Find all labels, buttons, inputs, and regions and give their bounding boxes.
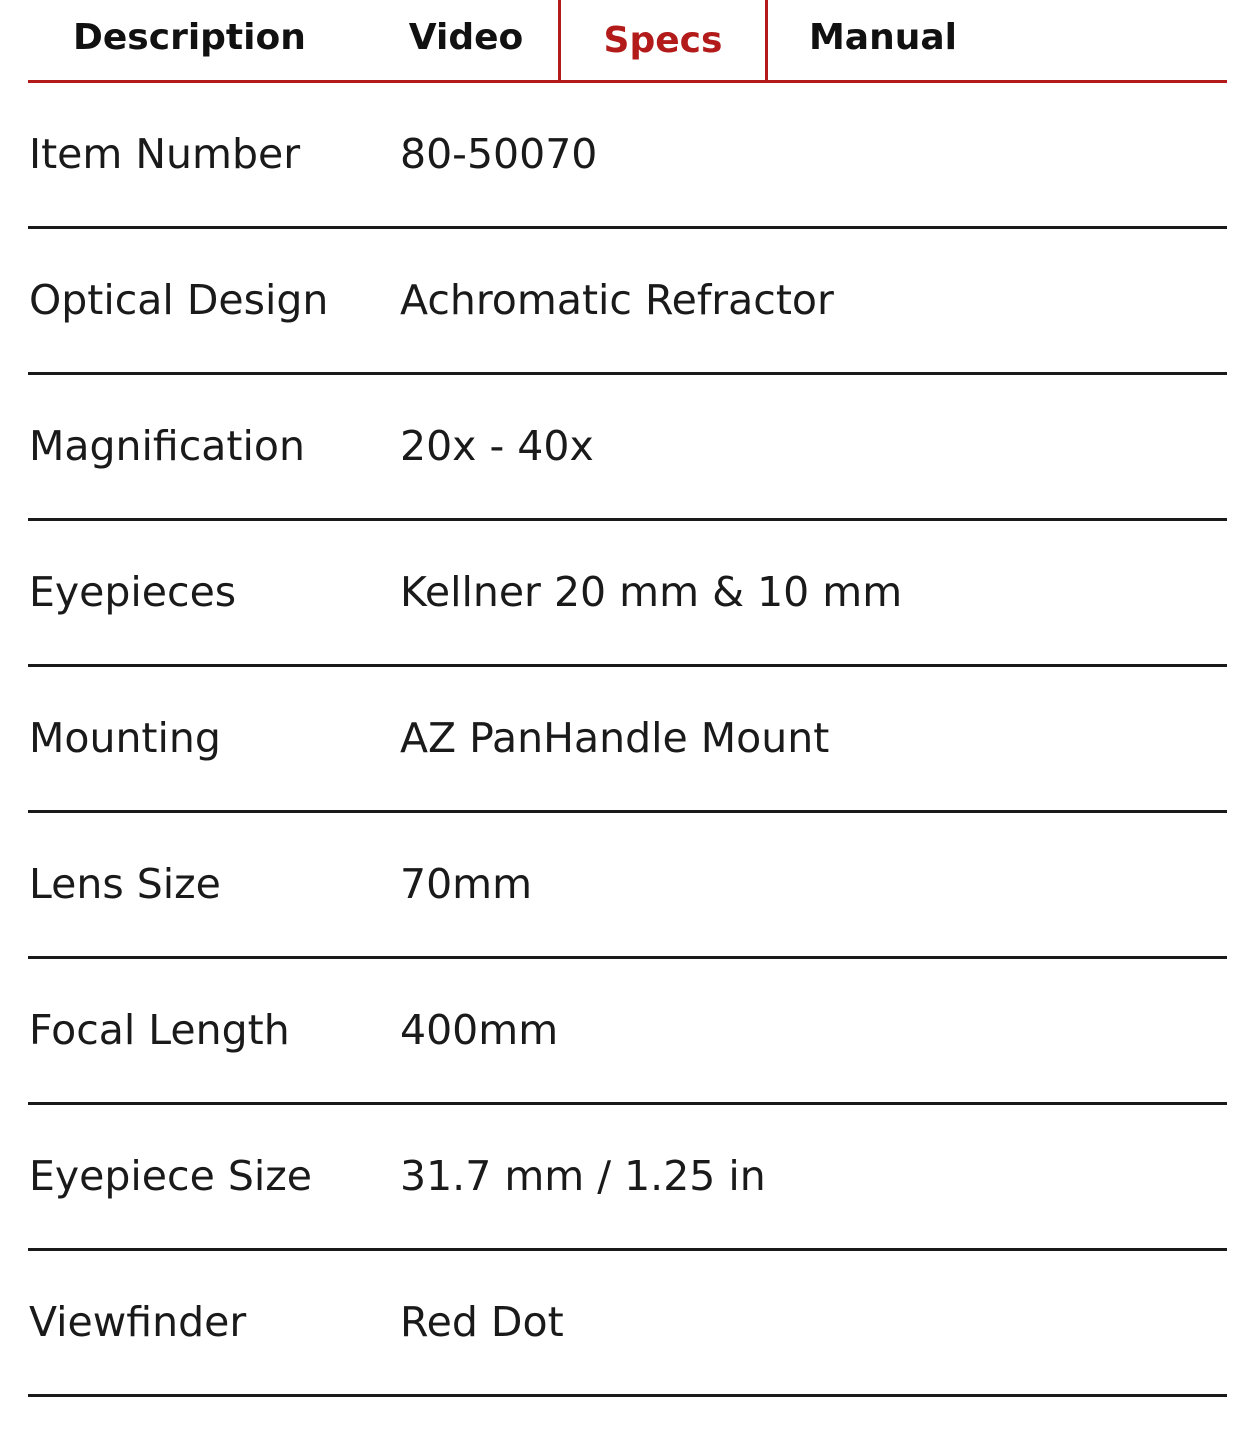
specs-table xyxy=(28,83,1227,1397)
tab-specs[interactable]: Specs xyxy=(558,0,768,80)
spec-row-magnification xyxy=(28,375,1227,521)
spec-value: 31.7 mm / 1.25 in xyxy=(400,1152,766,1200)
spec-label: Eyepieces xyxy=(29,568,237,616)
spec-value: AZ PanHandle Mount xyxy=(400,714,830,762)
spec-label: Optical Design xyxy=(29,276,329,324)
spec-label: Mounting xyxy=(29,714,221,762)
tab-manual[interactable]: Manual xyxy=(808,16,957,58)
spec-value: 70mm xyxy=(400,860,533,908)
spec-label: Lens Size xyxy=(29,860,221,908)
spec-row-item-number xyxy=(28,83,1227,229)
spec-row-viewfinder xyxy=(28,1251,1227,1397)
spec-row-optical-design xyxy=(28,229,1227,375)
spec-label: Item Number xyxy=(29,130,301,178)
spec-value: 400mm xyxy=(400,1006,559,1054)
spec-label: Viewfinder xyxy=(29,1298,247,1346)
tab-video[interactable]: Video xyxy=(408,16,524,58)
spec-row-eyepiece-size xyxy=(28,1105,1227,1251)
spec-label: Magnification xyxy=(29,422,305,470)
product-tabs xyxy=(28,0,1227,83)
spec-row-mounting xyxy=(28,667,1227,813)
spec-row-focal-length xyxy=(28,959,1227,1105)
spec-label: Focal Length xyxy=(29,1006,290,1054)
spec-label: Eyepiece Size xyxy=(29,1152,312,1200)
spec-row-eyepieces xyxy=(28,521,1227,667)
tab-description[interactable]: Description xyxy=(73,16,306,58)
spec-value: 20x - 40x xyxy=(400,422,594,470)
spec-row-lens-size xyxy=(28,813,1227,959)
spec-value: Achromatic Refractor xyxy=(400,276,834,324)
spec-value: Kellner 20 mm & 10 mm xyxy=(400,568,903,616)
spec-value: 80-50070 xyxy=(400,130,598,178)
spec-value: Red Dot xyxy=(400,1298,564,1346)
